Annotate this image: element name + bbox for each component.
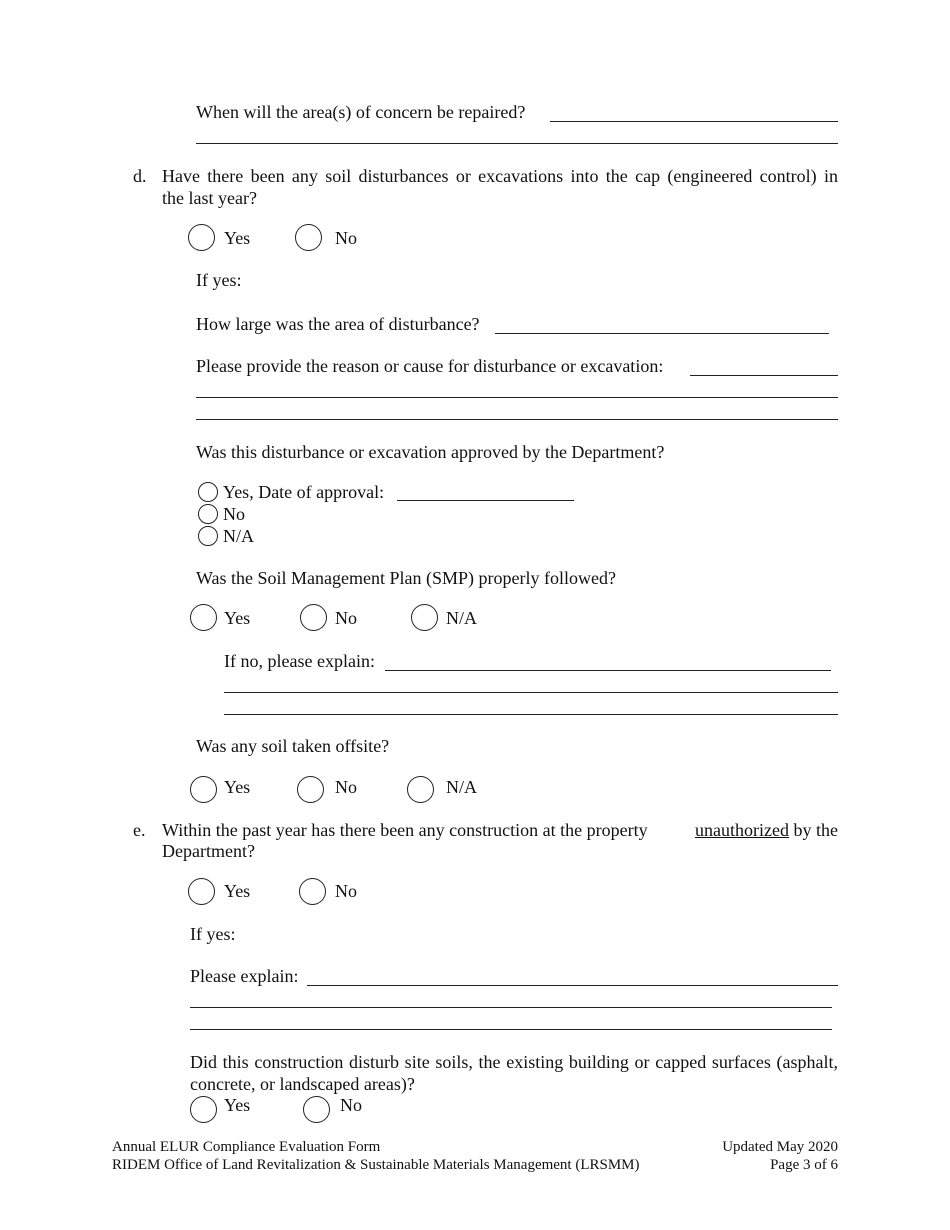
offsite-yes-label: Yes (224, 777, 251, 797)
disturb-yes-radio[interactable] (190, 1096, 217, 1123)
construction-yes-radio[interactable] (188, 878, 215, 905)
repair-date-field-continuation[interactable] (196, 143, 838, 144)
offsite-na-label: N/A (446, 777, 477, 797)
smp-yes-label: Yes (224, 608, 251, 628)
area-field[interactable] (495, 333, 829, 334)
reason-field-line2[interactable] (196, 397, 838, 398)
area-question: How large was the area of disturbance? (196, 314, 480, 334)
smp-no-radio[interactable] (300, 604, 327, 631)
construction-no-label: No (335, 881, 357, 901)
disturb-yes-label: Yes (224, 1095, 251, 1115)
smp-explain-field[interactable] (385, 670, 831, 671)
section-e-question-part1: Within the past year has there been any construction at the property (162, 820, 648, 840)
smp-explain-label: If no, please explain: (224, 651, 375, 671)
section-e-marker: e. (133, 820, 146, 840)
offsite-na-radio[interactable] (407, 776, 434, 803)
footer-page-number: Page 3 of 6 (770, 1157, 838, 1173)
reason-field[interactable] (690, 375, 838, 376)
approval-no-label: No (223, 504, 245, 524)
disturbance-no-label: No (335, 228, 357, 248)
repair-question: When will the area(s) of concern be repaired? (196, 102, 526, 122)
offsite-no-radio[interactable] (297, 776, 324, 803)
construction-yes-label: Yes (224, 881, 251, 901)
construction-explain-field[interactable] (307, 985, 838, 986)
disturbance-if-yes: If yes: (196, 270, 242, 290)
approval-no-radio[interactable] (198, 504, 218, 524)
disturbance-no-radio[interactable] (295, 224, 322, 251)
reason-field-line3[interactable] (196, 419, 838, 420)
section-e-question-emphasis: unauthorized (695, 820, 789, 840)
offsite-question: Was any soil taken offsite? (196, 736, 390, 756)
smp-explain-field-line3[interactable] (224, 714, 838, 715)
section-d-marker: d. (133, 166, 147, 186)
approval-yes-radio[interactable] (198, 482, 218, 502)
footer-office: RIDEM Office of Land Revitalization & Sustainable Materials Management (LRSMM) (112, 1157, 640, 1173)
disturbance-yes-radio[interactable] (188, 224, 215, 251)
reason-question: Please provide the reason or cause for disturbance or excavation: (196, 356, 664, 376)
smp-yes-radio[interactable] (190, 604, 217, 631)
construction-explain-field-line3[interactable] (190, 1029, 832, 1030)
offsite-yes-radio[interactable] (190, 776, 217, 803)
smp-explain-field-line2[interactable] (224, 692, 838, 693)
approval-yes-label: Yes, Date of approval: (223, 482, 385, 502)
disturb-question-line1: Did this construction disturb site soils, the existing building or capped surfaces (asphalt, (190, 1052, 838, 1072)
disturb-no-label: No (340, 1095, 362, 1115)
approval-date-field[interactable] (397, 500, 574, 501)
approval-na-label: N/A (223, 526, 254, 546)
repair-date-field[interactable] (550, 121, 838, 122)
section-e-question-tail (695, 819, 838, 841)
smp-question: Was the Soil Management Plan (SMP) properly followed? (196, 568, 616, 588)
section-d-question-line1: Have there been any soil disturbances or excavations into the cap (engineered control) in (162, 166, 838, 186)
construction-no-radio[interactable] (299, 878, 326, 905)
footer-updated: Updated May 2020 (722, 1139, 838, 1155)
smp-na-radio[interactable] (411, 604, 438, 631)
section-e-question-line2: Department? (162, 841, 255, 861)
smp-na-label: N/A (446, 608, 477, 628)
disturb-question-line2: concrete, or landscaped areas)? (190, 1074, 415, 1094)
approval-na-radio[interactable] (198, 526, 218, 546)
construction-if-yes: If yes: (190, 924, 236, 944)
construction-explain-field-line2[interactable] (190, 1007, 832, 1008)
offsite-no-label: No (335, 777, 357, 797)
section-d-question-line2: the last year? (162, 188, 257, 208)
section-e-question-part2: by the (793, 820, 838, 840)
disturbance-yes-label: Yes (224, 228, 251, 248)
construction-explain-label: Please explain: (190, 966, 299, 986)
smp-no-label: No (335, 608, 357, 628)
disturb-no-radio[interactable] (303, 1096, 330, 1123)
approved-question: Was this disturbance or excavation approved by the Department? (196, 442, 665, 462)
footer-form-title: Annual ELUR Compliance Evaluation Form (112, 1139, 381, 1155)
section-e-question-line1 (162, 819, 838, 841)
